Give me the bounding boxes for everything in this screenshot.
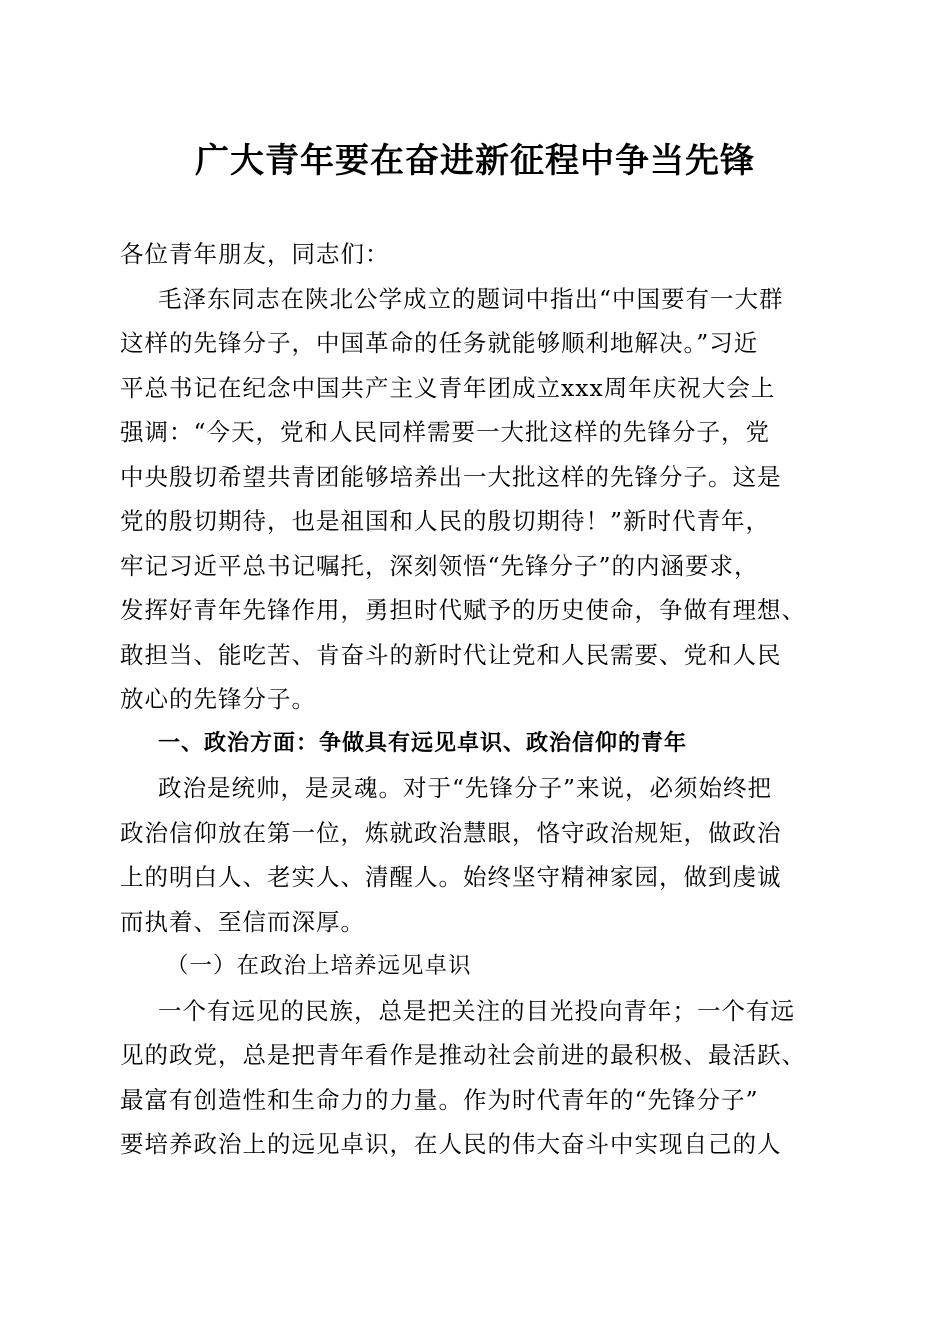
paragraph-1-line-8: 发挥好青年先锋作用，勇担时代赋予的历史使命，争做有理想、 — [120, 596, 806, 624]
paragraph-1-line-9: 敢担当、能吃苦、肯奋斗的新时代让党和人民需要、党和人民 — [120, 640, 782, 669]
paragraph-2-line-1: 政治是统帅，是灵魂。对于“先锋分子”来说，必须始终把 — [158, 774, 773, 802]
paragraph-1-line-6: 党的殷切期待，也是祖国和人民的殷切期待！”新时代青年， — [120, 507, 771, 535]
paragraph-1-line-10: 放心的先锋分子。 — [120, 685, 316, 713]
paragraph-3-line-1: 一个有远见的民族，总是把关注的目光投向青年；一个有远 — [158, 996, 795, 1025]
paragraph-3-line-4: 要培养政治上的远见卓识，在人民的伟大奋斗中实现自己的人 — [120, 1130, 782, 1158]
paragraph-1-line-3: 平总书记在纪念中国共产主义青年团成立xxx周年庆祝大会上 — [120, 373, 776, 402]
document-title: 广大青年要在奋进新征程中争当先锋 — [195, 141, 755, 181]
paragraph-3-line-3: 最富有创造性和生命力的力量。作为时代青年的“先锋分子” — [120, 1085, 759, 1114]
paragraph-2-line-2: 政治信仰放在第一位，炼就政治慧眼，恪守政治规矩，做政治 — [120, 818, 782, 847]
document-body — [120, 232, 840, 1167]
paragraph-2-line-4: 而执着、至信而深厚。 — [120, 907, 365, 936]
paragraph-1-line-1: 毛泽东同志在陕北公学成立的题词中指出“中国要有一大群 — [158, 284, 784, 313]
paragraph-1-line-2: 这样的先锋分子，中国革命的任务就能够顺利地解决。”习近 — [120, 329, 759, 357]
paragraph-3-line-2: 见的政党，总是把青年看作是推动社会前进的最积极、最活跃、 — [120, 1041, 806, 1069]
paragraph-1-line-4: 强调：“今天，党和人民同样需要一大批这样的先锋分子，党 — [120, 418, 771, 446]
paragraph-1-line-5: 中央殷切希望共青团能够培养出一大批这样的先锋分子。这是 — [120, 462, 782, 491]
paragraph-1-line-7: 牢记习近平总书记嘱托，深刻领悟“先锋分子”的内涵要求， — [120, 551, 759, 580]
section-heading-1: 一、政治方面：争做具有远见卓识、政治信仰的青年 — [158, 730, 688, 756]
paragraph-2-line-3: 上的明白人、老实人、清醒人。始终坚守精神家园，做到虔诚 — [120, 863, 782, 891]
subsection-heading-1: （一）在政治上培养远见卓识 — [166, 953, 472, 979]
salutation: 各位青年朋友，同志们： — [120, 240, 390, 268]
